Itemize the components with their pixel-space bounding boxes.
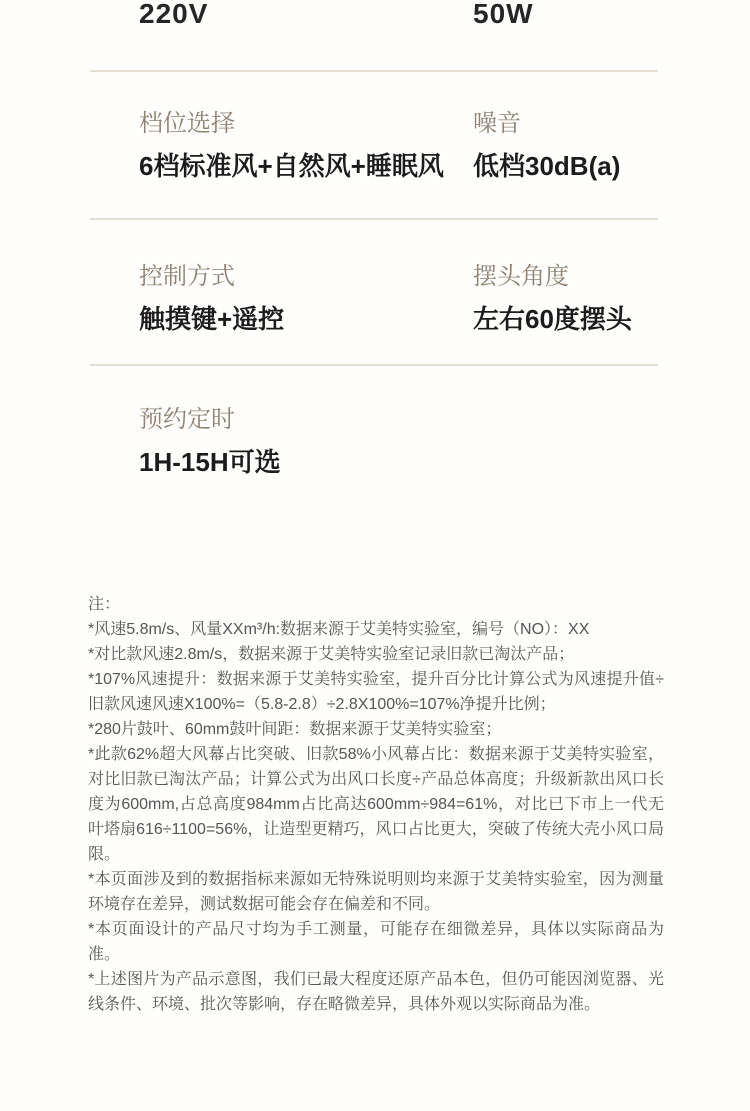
- spec-cell-oscillation-angle: [473, 263, 632, 335]
- spec-value-oscillation-angle: 左右60度摆头: [473, 304, 632, 334]
- spec-value-voltage: 220V: [139, 0, 209, 29]
- spec-label-control-method: 控制方式: [139, 263, 235, 290]
- note-item: *280片鼓叶、60mm鼓叶间距：数据来源于艾美特实验室；: [88, 721, 502, 738]
- spec-label-timer: 预约定时: [139, 406, 235, 433]
- spec-cell-timer: [139, 406, 281, 478]
- note-item: *本页面涉及到的数据指标来源如无特殊说明则均来源于艾美特实验室，因为测量环境存在差异，测试数据可能会存在偏差和不同。: [88, 871, 664, 913]
- note-item: *风速5.8m/s、风量XXm³/h:数据来源于艾美特实验室，编号（NO）：XX: [88, 621, 590, 638]
- spec-label-gear-selection: 档位选择: [139, 110, 235, 137]
- spec-row-control-oscillation: [0, 263, 750, 363]
- spec-label-oscillation-angle: 摆头角度: [473, 263, 569, 290]
- section-divider: [90, 218, 658, 220]
- spec-cell-gear-selection: [139, 110, 444, 182]
- section-divider: [90, 70, 658, 72]
- spec-value-power: 50W: [473, 0, 534, 29]
- spec-cell-noise: [473, 110, 620, 182]
- spec-row-timer: [0, 406, 750, 506]
- note-item: *107%风速提升：数据来源于艾美特实验室，提升百分比计算公式为风速提升值÷旧款风速风速X100%=（5.8-2.8）÷2.8X100%=107%净提升比例；: [88, 671, 664, 713]
- notes-title: 注：: [88, 596, 121, 613]
- note-item: *此款62%超大风幕占比突破、旧款58%小风幕占比：数据来源于艾美特实验室，对比旧款已淘汰产品；计算公式为出风口长度÷产品总体高度；升级新款出风口长度为600mm,占总高度984mm占比高达600mm÷984=61%，对比已下市上一代无叶塔扇616÷1100=56%，让造型更精巧，风口占比更大，突破了传统大壳小风口局限。: [88, 746, 664, 863]
- spec-value-noise: 低档30dB(a): [473, 151, 621, 181]
- spec-label-noise: 噪音: [473, 110, 521, 137]
- note-item: *本页面设计的产品尺寸均为手工测量，可能存在细微差异，具体以实际商品为准。: [88, 921, 664, 963]
- spec-value-control-method: 触摸键+遥控: [139, 304, 285, 334]
- note-item: *对比款风速2.8m/s，数据来源于艾美特实验室记录旧款已淘汰产品；: [88, 646, 575, 663]
- notes-section: [88, 592, 664, 1017]
- spec-value-timer: 1H-15H可选: [139, 447, 281, 477]
- section-divider: [90, 364, 658, 366]
- spec-value-gear-selection: 6档标准风+自然风+睡眠风: [139, 151, 444, 181]
- spec-row-gears-noise: [0, 110, 750, 210]
- note-item: *上述图片为产品示意图，我们已最大程度还原产品本色，但仍可能因浏览器、光线条件、环境、批次等影响，存在略微差异，具体外观以实际商品为准。: [88, 971, 664, 1013]
- spec-cell-control-method: [139, 263, 284, 335]
